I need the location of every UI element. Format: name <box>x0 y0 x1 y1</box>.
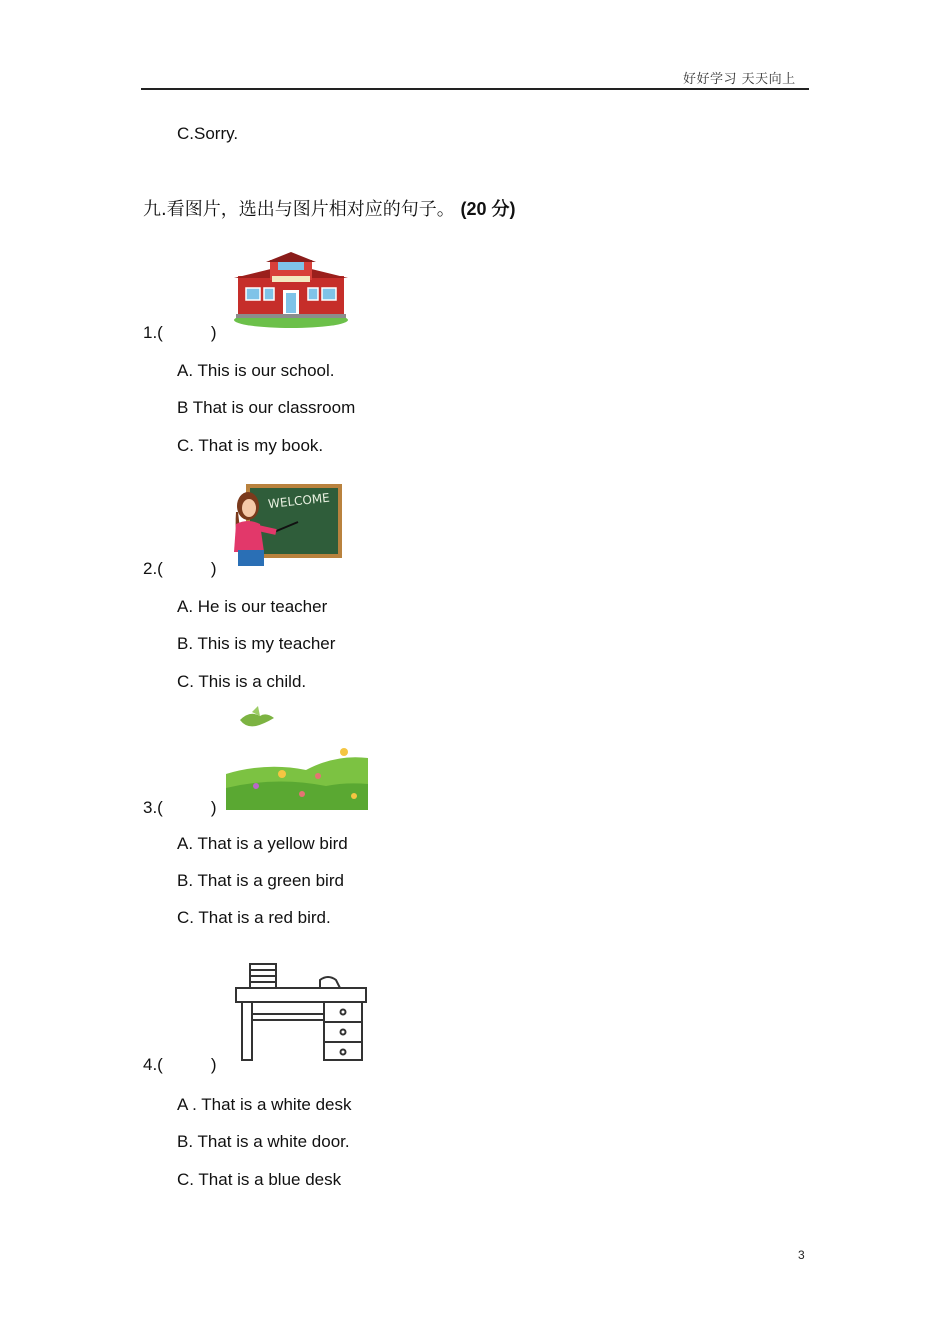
desk-drawing-image <box>234 962 368 1066</box>
question-1-option-a: A. This is our school. <box>177 361 335 380</box>
question-2-option-a: A. He is our teacher <box>177 597 328 616</box>
previous-option-c: C.Sorry. <box>177 124 239 143</box>
question-4-option-b: B. That is a white door. <box>177 1132 350 1151</box>
section-instruction: 九.看图片，选出与图片相对应的句子。 <box>143 199 455 220</box>
question-2-option-c: C. This is a child. <box>177 672 307 691</box>
question-4-number: 4.( ) <box>143 1055 217 1074</box>
header-divider <box>141 88 809 90</box>
question-3-option-b: B. That is a green bird <box>177 871 344 890</box>
question-2-option-b: B. This is my teacher <box>177 634 336 653</box>
page-number: 3 <box>798 1248 805 1262</box>
question-3-number: 3.( ) <box>143 798 217 817</box>
section-score: (20 分) <box>460 199 516 219</box>
question-1-option-b: B That is our classroom <box>177 398 356 417</box>
question-2-number: 2.( ) <box>143 559 217 578</box>
question-4-option-c: C. That is a blue desk <box>177 1170 342 1189</box>
question-1-number: 1.( ) <box>143 323 217 342</box>
question-3-option-c: C. That is a red bird. <box>177 908 331 927</box>
section-title <box>143 198 515 221</box>
teacher-blackboard-image <box>228 482 344 568</box>
header-motto: 好好学习 天天向上 <box>683 72 796 87</box>
blackboard-text: WELCOME <box>267 490 331 512</box>
school-building-image <box>232 250 350 328</box>
question-4-option-a: A . That is a white desk <box>177 1095 352 1114</box>
question-3-option-a: A. That is a yellow bird <box>177 834 348 853</box>
green-bird-meadow-image <box>226 704 368 812</box>
question-1-option-c: C. That is my book. <box>177 436 324 455</box>
